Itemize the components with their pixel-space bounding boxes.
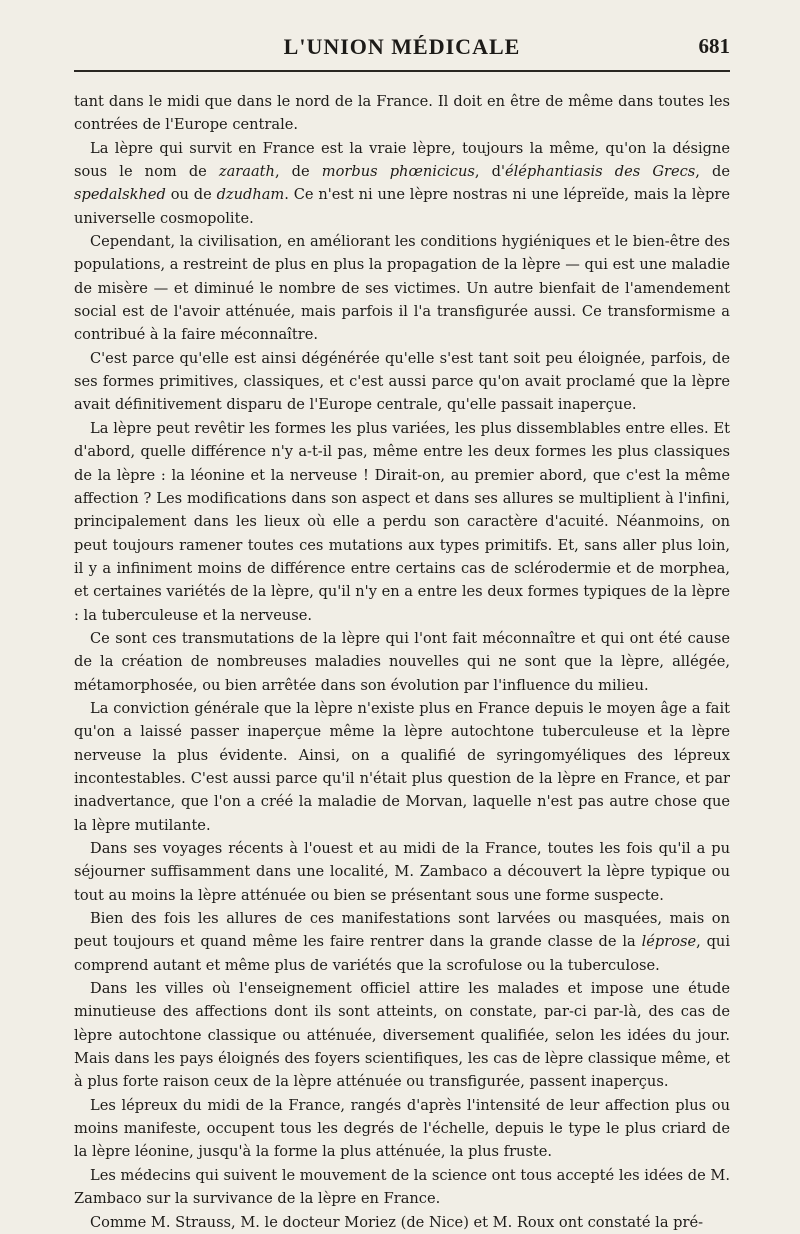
paragraph: [74, 347, 730, 417]
running-title: L'UNION MÉDICALE: [283, 34, 521, 59]
text-run: tant dans le midi que dans le nord de la France. Il doit en être de même dans toutes les contrées de l'Europe centrale.: [74, 93, 730, 134]
page-number: 681: [698, 34, 730, 58]
text-run: La lèpre qui survit en France est la vraie lèpre, toujours la même, qu'on la désigne sous le nom de: [74, 139, 730, 181]
paragraph: [74, 907, 730, 977]
italic-term: dzudham: [216, 186, 285, 204]
paragraph: [74, 90, 730, 137]
paragraph: [74, 627, 730, 697]
header-rule: [74, 70, 730, 72]
text-run: Dans ses voyages récents à l'ouest et au midi de la France, toutes les fois qu'il a pu séjourner suffisamment dans une localité, M. Zambaco a découvert la lèpre typique ou tout au moins la lèpre atténuée ou bien se présentant sous une forme suspecte.: [74, 840, 730, 904]
text-run: . Ce n'est ni une lèpre nostras ni une lépreïde, mais la lèpre universelle cosmopolite.: [74, 186, 730, 227]
text-run: ou de: [165, 186, 217, 204]
paragraph: [74, 1094, 730, 1164]
page-header: [74, 0, 730, 72]
text-run: Ce sont ces transmutations de la lèpre qui l'ont fait méconnaître et qui ont été cause de la création de nombreuses maladies nouvelles qui ne sont que la lèpre, allégée, métamorphosée, ou bien arrêtée dans son évolution par l'influence du milieu.: [74, 629, 730, 694]
italic-term: spedalskhed: [74, 186, 166, 204]
paragraph: [74, 697, 730, 837]
text-run: La conviction générale que la lèpre n'existe plus en France depuis le moyen âge a fait qu'on a laissé passer inaperçue même la lèpre autochtone tuberculeuse et la lèpre nerveuse la plus évidente. Ainsi, on a qualifié de syringomyéliques des lépreux incontestables. C'est aussi parce qu'il n'était plus question de la lèpre en France, et par inadvertance, que l'on a créé la maladie de Morvan, laquelle n'est pas autre chose que la lèpre mutilante.: [74, 699, 730, 834]
paragraph: [74, 230, 730, 347]
paragraph: [74, 137, 730, 230]
body-text: [74, 72, 730, 1234]
text-run: Les médecins qui suivent le mouvement de la science ont tous accepté les idées de M. Zambaco sur la survivance de la lèpre en France.: [74, 1166, 730, 1208]
text-run: La lèpre peut revêtir les formes les plus variées, les plus dissemblables entre elles. Et d'abord, quelle différence n'y a-t-il pas, même entre les deux formes les plus classiques de la lèpre : la léonine et la nerveuse ! Dirait-on, au premier abord, que c'est la même affection ? Les modifications dans son aspect et dans ses allures se multiplient à l'infini, principalement dans les lieux où elle a perdu son caractère d'acuité. Néanmoins, on peut toujours ramener toutes ces mutations aux types primitifs. Et, sans aller plus loin, il y a infiniment moins de différence entre certains cas de sclérodermie et de morphea, et certaines variétés de la lèpre, qu'il n'y en a entre les deux formes typiques de la lèpre : la tuberculeuse et la nerveuse.: [74, 419, 730, 624]
italic-term: morbus phœnicicus: [321, 163, 475, 181]
text-run: Comme M. Strauss, M. le docteur Moriez (de Nice) et M. Roux ont constaté la pré-: [90, 1213, 704, 1231]
italic-term: léprose: [641, 933, 697, 951]
text-run: Dans les villes où l'enseignement officiel attire les malades et impose une étude minutieuse des affections dont ils sont atteints, on constate, par-ci par-là, des cas de lèpre autochtone classique ou atténuée, diversement qualifiée, selon les idées du jour. Mais dans les pays éloignés des foyers scientifiques, les cas de lèpre classique même, et à plus forte raison ceux de la lèpre atténuée ou transfigurée, passent inaperçus.: [74, 980, 730, 1091]
text-run: Les lépreux du midi de la France, rangés d'après l'intensité de leur affection plus ou moins manifeste, occupent tous les degrés de l'échelle, depuis le type le plus criard de la lèpre léonine, jusqu'à la forme la plus atténuée, la plus fruste.: [74, 1096, 730, 1161]
paragraph: [74, 417, 730, 627]
paragraph: [74, 1164, 730, 1211]
text-run: Bien des fois les allures de ces manifestations sont larvées ou masquées, mais on peut toujours et quand même les faire rentrer dans la grande classe de la: [74, 910, 730, 951]
text-run: , de: [274, 163, 322, 181]
text-run: , qui comprend autant et même plus de variétés que la scrofulose ou la tuberculose.: [74, 933, 731, 974]
text-run: C'est parce qu'elle est ainsi dégénérée qu'elle s'est tant soit peu éloignée, parfois, de ses formes primitives, classiques, et c'est aussi parce qu'on avait proclamé que la lèpre avait définitivement disparu de l'Europe centrale, qu'elle passait inaperçue.: [74, 349, 730, 414]
italic-term: zaraath: [218, 163, 275, 181]
italic-term: éléphantiasis des Grecs: [504, 163, 696, 181]
paragraph: [74, 977, 730, 1094]
text-run: , d': [474, 163, 505, 181]
paragraph: [74, 1211, 730, 1234]
paragraph: [74, 837, 730, 907]
text-run: , de: [695, 163, 730, 181]
text-run: Cependant, la civilisation, en améliorant les conditions hygiéniques et le bien-être des populations, a restreint de plus en plus la propagation de la lèpre — qui est une maladie de misère — et diminué le nombre de ses victimes. Un autre bienfait de l'amendement social est de l'avoir atténuée, mais parfois il l'a transfigurée aussi. Ce transformisme a contribué à la faire méconnaître.: [74, 233, 730, 344]
